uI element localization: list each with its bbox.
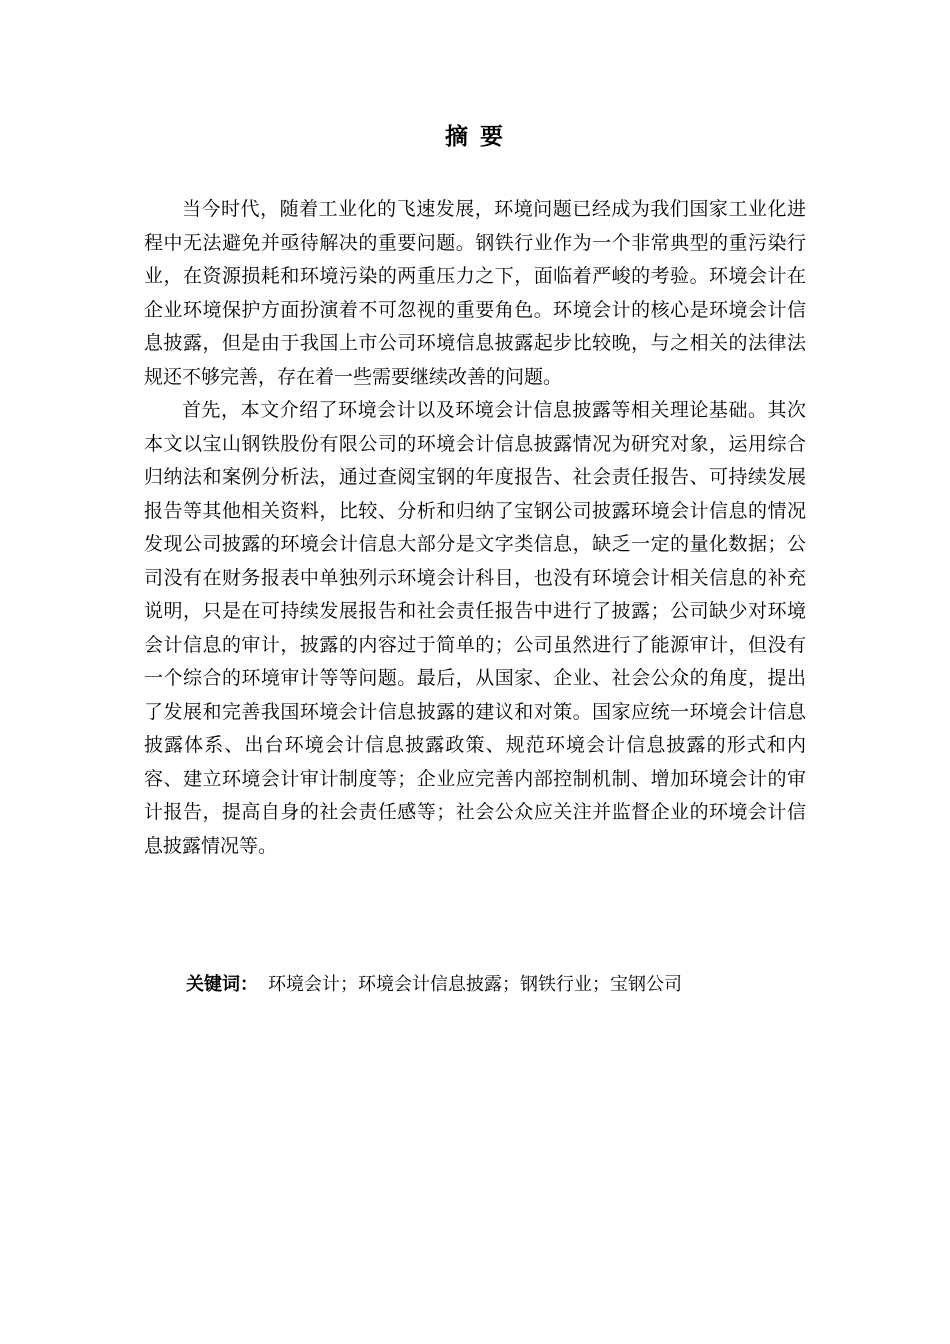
keywords-value: 环境会计；环境会计信息披露；钢铁行业；宝钢公司: [268, 974, 682, 995]
abstract-body: [144, 193, 806, 863]
keywords-line: [186, 968, 806, 1001]
abstract-paragraph-1: 当今时代，随着工业化的飞速发展，环境问题已经成为我们国家工业化进程中无法避免并亟待解决的重要问题。钢铁行业作为一个非常典型的重污染行业，在资源损耗和环境污染的两重压力之下，面临着严峻的考验。环境会计在企业环境保护方面扮演着不可忽视的重要角色。环境会计的核心是环境会计信息披露，但是由于我国上市公司环境信息披露起步比较晚，与之相关的法律法规还不够完善，存在着一些需要继续改善的问题。: [144, 198, 806, 388]
keywords-label: 关键词：: [186, 974, 258, 995]
abstract-paragraph-2: 首先，本文介绍了环境会计以及环境会计信息披露等相关理论基础。其次本文以宝山钢铁股份有限公司的环境会计信息披露情况为研究对象，运用综合归纳法和案例分析法，通过查阅宝钢的年度报告、社会责任报告、可持续发展报告等其他相关资料，比较、分析和归纳了宝钢公司披露环境会计信息的情况发现公司披露的环境会计信息大部分是文字类信息，缺乏一定的量化数据；公司没有在财务报表中单独列示环境会计科目，也没有环境会计相关信息的补充说明，只是在可持续发展报告和社会责任报告中进行了披露；公司缺少对环境会计信息的审计，披露的内容过于简单的；公司虽然进行了能源审计，但没有一个综合的环境审计等等问题。最后，从国家、企业、社会公众的角度，提出了发展和完善我国环境会计信息披露的建议和对策。国家应统一环境会计信息披露体系、出台环境会计信息披露政策、规范环境会计信息披露的形式和内容、建立环境会计审计制度等；企业应完善内部控制机制、增加环境会计的审计报告，提高自身的社会责任感等；社会公众应关注并监督企业的环境会计信息披露情况等。: [144, 399, 806, 857]
abstract-title: 摘 要: [444, 124, 505, 150]
